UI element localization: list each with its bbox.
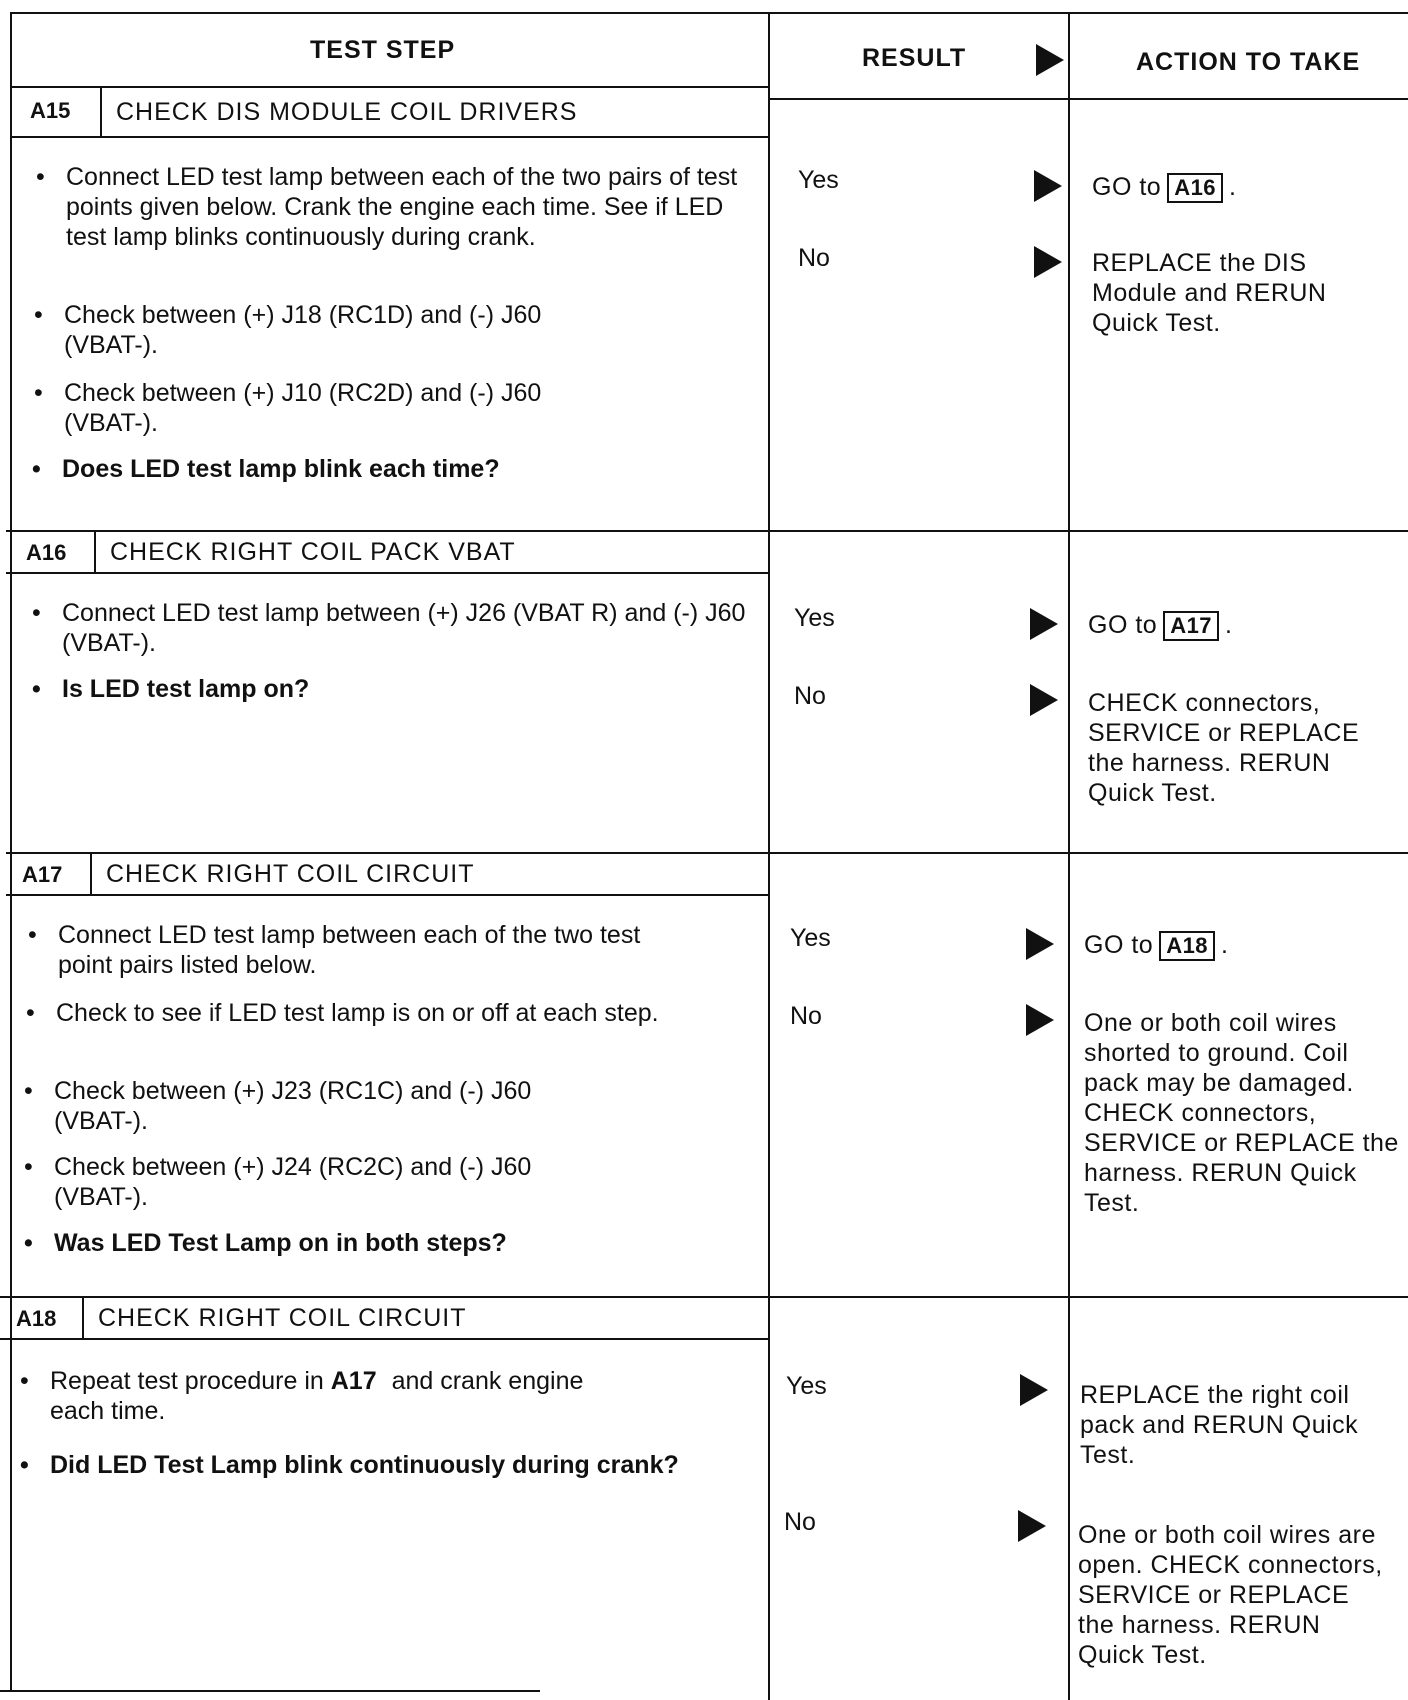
a16-bullet-1: • Connect LED test lamp between (+) J26 (VBAT R) and (-) J60 (VBAT-). <box>62 598 752 658</box>
a18-yes-arrow-icon <box>1020 1374 1048 1406</box>
a15-no-arrow-icon <box>1034 246 1062 278</box>
header-result: RESULT <box>862 44 967 72</box>
a18-bullet-2: • Did LED Test Lamp blink continuously during crank? <box>50 1450 710 1480</box>
a18-title-bottom <box>0 1338 768 1340</box>
a16-title-bottom <box>6 572 768 574</box>
a18-result-no: No <box>784 1508 816 1536</box>
a16-go-to-text: GO to <box>1088 611 1158 639</box>
a18-action-no: One or both coil wires are open. CHECK connectors, SERVICE or REPLACE the harness. RERUN Quick Test. <box>1078 1521 1383 1669</box>
a17-id-divider <box>90 852 92 896</box>
a17-go-to-ref: A18 <box>1159 931 1215 961</box>
a17-bullet-1: • Connect LED test lamp between each of the two test point pairs listed below. <box>58 920 688 980</box>
a15-bullet-3: • Check between (+) J10 (RC2D) and (-) J60 (VBAT-). <box>64 378 624 438</box>
a15-step-title: CHECK DIS MODULE COIL DRIVERS <box>116 98 578 126</box>
a18-step-title: CHECK RIGHT COIL CIRCUIT <box>98 1304 467 1332</box>
a15-bullet-1: • Connect LED test lamp between each of the two pairs of test points given below. Crank the engine each time. See if LED test lamp blinks continuously during crank. <box>66 162 756 252</box>
a15-result-yes: Yes <box>798 166 839 194</box>
result-column-divider <box>768 12 770 1700</box>
a15-step-id: A15 <box>30 98 71 123</box>
a17-go-to-text: GO to <box>1084 931 1154 959</box>
a16-yes-arrow-icon <box>1030 608 1058 640</box>
a15-go-to-text: GO to <box>1092 173 1162 201</box>
a18-action-yes: REPLACE the right coil pack and RERUN Quick Test. <box>1080 1381 1359 1469</box>
a17-action-no: One or both coil wires shorted to ground. Coil pack may be damaged. CHECK connectors, SERVICE or REPLACE the harness. RERUN Quick Test. <box>1084 1009 1399 1217</box>
a15-result-no: No <box>798 244 830 272</box>
a17-title-bottom <box>6 894 768 896</box>
a16-action-no: CHECK connectors, SERVICE or REPLACE the harness. RERUN Quick Test. <box>1088 689 1360 807</box>
a17-bullet-3: • Check between (+) J23 (RC1C) and (-) J60 (VBAT-). <box>54 1076 614 1136</box>
a16-action-yes <box>1088 610 1388 641</box>
a15-bullet-2: • Check between (+) J18 (RC1D) and (-) J60 (VBAT-). <box>64 300 624 360</box>
a17-go-to-end: . <box>1221 931 1229 959</box>
a17-no-arrow-icon <box>1026 1004 1054 1036</box>
a18-result-yes: Yes <box>786 1372 827 1400</box>
a18-step-id: A18 <box>16 1306 57 1331</box>
a18-top-border <box>0 1296 1408 1298</box>
a16-result-no: No <box>794 682 826 710</box>
a18-bullet-1-post: and crank engine each time. <box>50 1367 584 1425</box>
a18-bullet-1-ref: A17 <box>330 1367 377 1395</box>
a16-bullet-2: • Is LED test lamp on? <box>62 674 752 704</box>
a16-id-divider <box>94 530 96 572</box>
a15-go-to-ref: A16 <box>1167 173 1223 203</box>
a15-action-no: REPLACE the DIS Module and RERUN Quick Test. <box>1092 249 1327 337</box>
action-column-divider <box>1068 12 1070 1700</box>
header-arrow-icon <box>1036 44 1064 76</box>
a17-bullet-5: • Was LED Test Lamp on in both steps? <box>54 1228 744 1258</box>
a15-yes-arrow-icon <box>1034 170 1062 202</box>
a18-bullet-1-pre: Repeat test procedure in <box>50 1367 324 1395</box>
table-top-border <box>10 12 1408 14</box>
a16-step-title: CHECK RIGHT COIL PACK VBAT <box>110 538 516 566</box>
a17-result-no: No <box>790 1002 822 1030</box>
header-action-to-take: ACTION TO TAKE <box>1136 48 1361 76</box>
a15-go-to-end: . <box>1229 173 1237 201</box>
a17-step-title: CHECK RIGHT COIL CIRCUIT <box>106 860 475 888</box>
a16-go-to-ref: A17 <box>1163 611 1219 641</box>
a17-result-yes: Yes <box>790 924 831 952</box>
a15-action-yes <box>1092 172 1392 203</box>
a17-action-yes <box>1084 930 1384 961</box>
a15-top-border <box>10 86 768 88</box>
a18-no-arrow-icon <box>1018 1510 1046 1542</box>
a16-go-to-end: . <box>1225 611 1233 639</box>
a18-id-divider <box>82 1296 84 1338</box>
a17-bullet-4: • Check between (+) J24 (RC2C) and (-) J60 (VBAT-). <box>54 1152 614 1212</box>
a16-top-border <box>6 530 1408 532</box>
a17-top-border <box>6 852 1408 854</box>
a18-bullet-1 <box>50 1366 590 1426</box>
a15-bullet-4: • Does LED test lamp blink each time? <box>62 454 752 484</box>
table-bottom-border <box>0 1690 540 1692</box>
header-bottom-border <box>768 98 1408 100</box>
a16-step-id: A16 <box>26 540 67 565</box>
a15-id-divider <box>100 86 102 136</box>
a15-title-bottom <box>10 136 768 138</box>
a16-result-yes: Yes <box>794 604 835 632</box>
header-test-step: TEST STEP <box>310 36 456 64</box>
a17-yes-arrow-icon <box>1026 928 1054 960</box>
a17-bullet-2: • Check to see if LED test lamp is on or off at each step. <box>56 998 746 1028</box>
a16-no-arrow-icon <box>1030 684 1058 716</box>
a17-step-id: A17 <box>22 862 63 887</box>
